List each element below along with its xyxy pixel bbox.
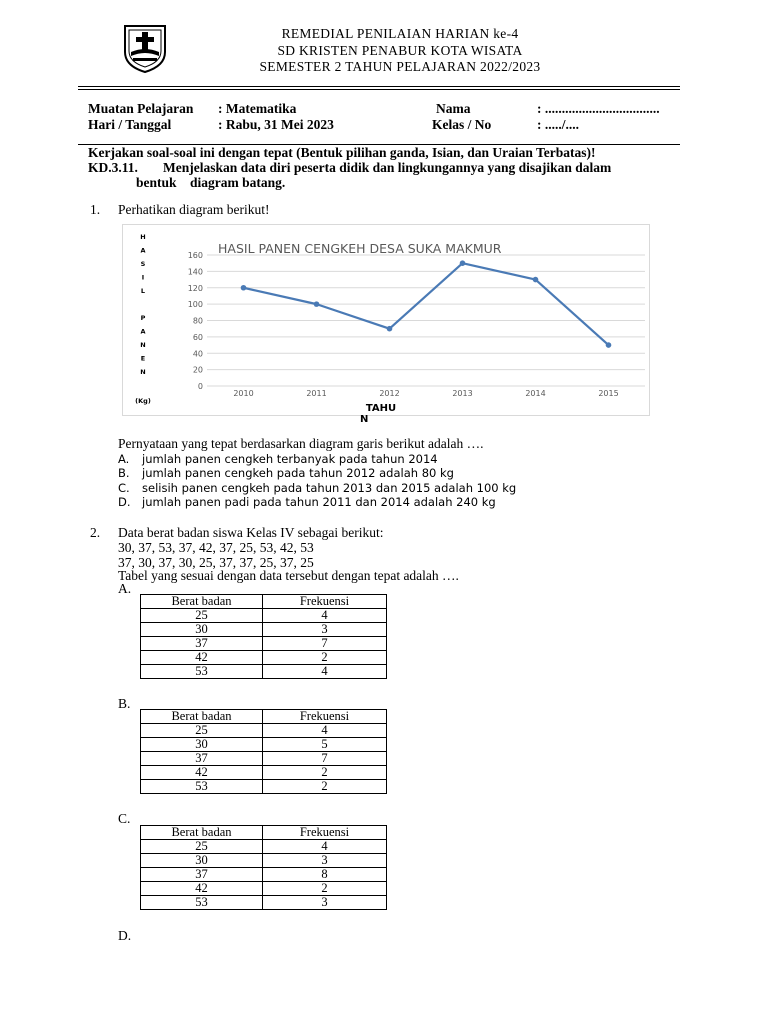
kd-code: KD.3.11. <box>88 160 138 175</box>
y-axis-label-letter: L <box>140 287 146 295</box>
table-row <box>141 752 387 766</box>
y-tick-label: 160 <box>187 251 203 260</box>
header-divider-top <box>78 86 680 87</box>
cell-weight: 53 <box>141 665 263 679</box>
x-axis-label: TAHU <box>365 403 397 414</box>
cell-frequency: 4 <box>263 724 387 738</box>
header-weight: Berat badan <box>141 595 263 609</box>
cell-weight: 37 <box>141 637 263 651</box>
header-weight: Berat badan <box>141 826 263 840</box>
y-axis-label-letter: S <box>140 260 146 268</box>
data-point <box>314 301 320 307</box>
q2-question: Tabel yang sesuai dengan data tersebut dengan tepat adalah …. <box>118 568 459 583</box>
header-weight: Berat badan <box>141 710 263 724</box>
table-row <box>141 896 387 910</box>
instructions-text: Kerjakan soal-soal ini dengan tepat (Bentuk pilihan ganda, Isian, dan Uraian Terbatas)! <box>88 145 596 160</box>
line-chart <box>122 224 650 416</box>
q1-option-text[interactable]: jumlah panen cengkeh terbanyak pada tahun 2014 <box>142 452 438 466</box>
date-value: : Rabu, 31 Mei 2023 <box>218 117 334 132</box>
table-row <box>141 623 387 637</box>
x-axis-label-continued: N <box>360 414 369 425</box>
data-point <box>533 277 539 283</box>
school-logo <box>121 22 169 74</box>
header-school: SD KRISTEN PENABUR KOTA WISATA <box>277 43 523 58</box>
class-label: Kelas / No <box>432 117 492 132</box>
cell-weight: 30 <box>141 738 263 752</box>
cell-weight: 37 <box>141 752 263 766</box>
header-frequency: Frekuensi <box>263 826 387 840</box>
kd-line2: bentuk diagram batang. <box>136 175 286 190</box>
q1-option-text[interactable]: selisih panen cengkeh pada tahun 2013 dan 2015 adalah 100 kg <box>142 481 517 495</box>
q1-option-letter: D. <box>118 495 131 509</box>
table-row <box>141 780 387 794</box>
cell-frequency: 5 <box>263 738 387 752</box>
q1-option-text[interactable]: jumlah panen cengkeh pada tahun 2012 adalah 80 kg <box>142 466 454 480</box>
y-axis-unit: (Kg) <box>135 397 151 405</box>
y-tick-label: 40 <box>192 349 203 359</box>
y-axis-label-letter: N <box>140 341 146 349</box>
q2-data-line2: 37, 30, 37, 30, 25, 37, 37, 25, 37, 25 <box>118 555 314 570</box>
x-tick-label: 2013 <box>452 389 473 398</box>
cell-frequency: 3 <box>263 623 387 637</box>
table-header-row <box>141 710 387 724</box>
y-tick-label: 100 <box>187 300 203 310</box>
x-tick-label: 2014 <box>525 389 546 398</box>
cell-frequency: 3 <box>263 854 387 868</box>
name-value: : .................................. <box>537 101 660 116</box>
cell-weight: 25 <box>141 840 263 854</box>
table-row <box>141 665 387 679</box>
cell-weight: 37 <box>141 868 263 882</box>
q1-number: 1. <box>90 202 101 217</box>
q2-frequency-table <box>140 825 387 910</box>
y-axis-label-letter: H <box>140 233 146 241</box>
cell-frequency: 8 <box>263 868 387 882</box>
q1-option-letter: A. <box>118 452 130 466</box>
table-row <box>141 854 387 868</box>
cell-frequency: 2 <box>263 882 387 896</box>
table-row <box>141 609 387 623</box>
x-tick-label: 2015 <box>598 389 619 398</box>
q1-option-text[interactable]: jumlah panen padi pada tahun 2011 dan 2014 adalah 240 kg <box>142 495 496 509</box>
y-tick-label: 140 <box>187 267 203 277</box>
q1-option-letter: B. <box>118 466 130 480</box>
chart-canvas <box>123 225 649 415</box>
header-semester: SEMESTER 2 TAHUN PELAJARAN 2022/2023 <box>259 59 541 74</box>
q2-option-letter: B. <box>118 696 131 711</box>
table-row <box>141 738 387 752</box>
q2-option-d: D. <box>118 928 132 943</box>
cell-weight: 53 <box>141 780 263 794</box>
cell-weight: 30 <box>141 854 263 868</box>
y-tick-label: 80 <box>192 316 203 326</box>
q1-prompt: Perhatikan diagram berikut! <box>118 202 270 217</box>
cell-weight: 30 <box>141 623 263 637</box>
table-row <box>141 840 387 854</box>
table-row <box>141 637 387 651</box>
x-tick-label: 2012 <box>379 389 400 398</box>
header-frequency: Frekuensi <box>263 595 387 609</box>
kd-line1: Menjelaskan data diri peserta didik dan lingkungannya yang disajikan dalam <box>163 160 612 175</box>
cell-frequency: 4 <box>263 609 387 623</box>
header-divider-bottom <box>78 89 680 90</box>
y-axis-label-letter: I <box>141 273 145 282</box>
cell-weight: 42 <box>141 766 263 780</box>
subject-label: Muatan Pelajaran <box>88 101 194 116</box>
data-point <box>241 285 247 291</box>
cell-frequency: 7 <box>263 637 387 651</box>
y-tick-label: 60 <box>192 332 203 342</box>
table-row <box>141 724 387 738</box>
y-tick-label: 20 <box>192 365 203 375</box>
cell-frequency: 4 <box>263 665 387 679</box>
y-axis-label-letter: A <box>140 246 146 255</box>
cell-weight: 53 <box>141 896 263 910</box>
q2-frequency-table <box>140 594 387 679</box>
cell-weight: 42 <box>141 882 263 896</box>
table-row <box>141 868 387 882</box>
cell-weight: 25 <box>141 724 263 738</box>
name-label: Nama <box>436 101 471 116</box>
table-row <box>141 651 387 665</box>
cell-frequency: 2 <box>263 651 387 665</box>
cell-frequency: 2 <box>263 780 387 794</box>
table-header-row <box>141 826 387 840</box>
data-point <box>387 326 393 332</box>
subject-value: : Matematika <box>218 101 297 116</box>
q2-data-line1: 30, 37, 53, 37, 42, 37, 25, 53, 42, 53 <box>118 540 314 555</box>
q1-statement: Pernyataan yang tepat berdasarkan diagram garis berikut adalah …. <box>118 436 484 451</box>
table-header-row <box>141 595 387 609</box>
cell-weight: 25 <box>141 609 263 623</box>
x-tick-label: 2010 <box>233 389 254 398</box>
header-title: REMEDIAL PENILAIAN HARIAN ke-4 <box>281 26 519 41</box>
q2-frequency-table <box>140 709 387 794</box>
q2-number: 2. <box>90 525 101 540</box>
x-tick-label: 2011 <box>306 389 327 398</box>
chart-title: HASIL PANEN CENGKEH DESA SUKA MAKMUR <box>218 241 502 256</box>
header-frequency: Frekuensi <box>263 710 387 724</box>
data-point <box>606 342 612 348</box>
cell-weight: 42 <box>141 651 263 665</box>
q2-prompt: Data berat badan siswa Kelas IV sebagai berikut: <box>118 525 384 540</box>
q1-option-letter: C. <box>118 481 130 495</box>
table-row <box>141 882 387 896</box>
date-label: Hari / Tanggal <box>88 117 172 132</box>
cell-frequency: 3 <box>263 896 387 910</box>
q2-option-letter: C. <box>118 811 131 826</box>
data-point <box>460 260 466 266</box>
y-tick-label: 0 <box>197 382 203 391</box>
cell-frequency: 4 <box>263 840 387 854</box>
y-axis-label-letter: P <box>140 314 146 322</box>
cell-frequency: 7 <box>263 752 387 766</box>
y-axis-label-letter: A <box>140 327 146 336</box>
y-axis-label-letter: N <box>140 368 146 376</box>
y-tick-label: 120 <box>187 283 203 293</box>
table-row <box>141 766 387 780</box>
y-axis-label-letter: E <box>140 354 146 363</box>
q2-option-letter: A. <box>118 581 132 596</box>
cell-frequency: 2 <box>263 766 387 780</box>
class-value: : ...../.... <box>537 117 579 132</box>
